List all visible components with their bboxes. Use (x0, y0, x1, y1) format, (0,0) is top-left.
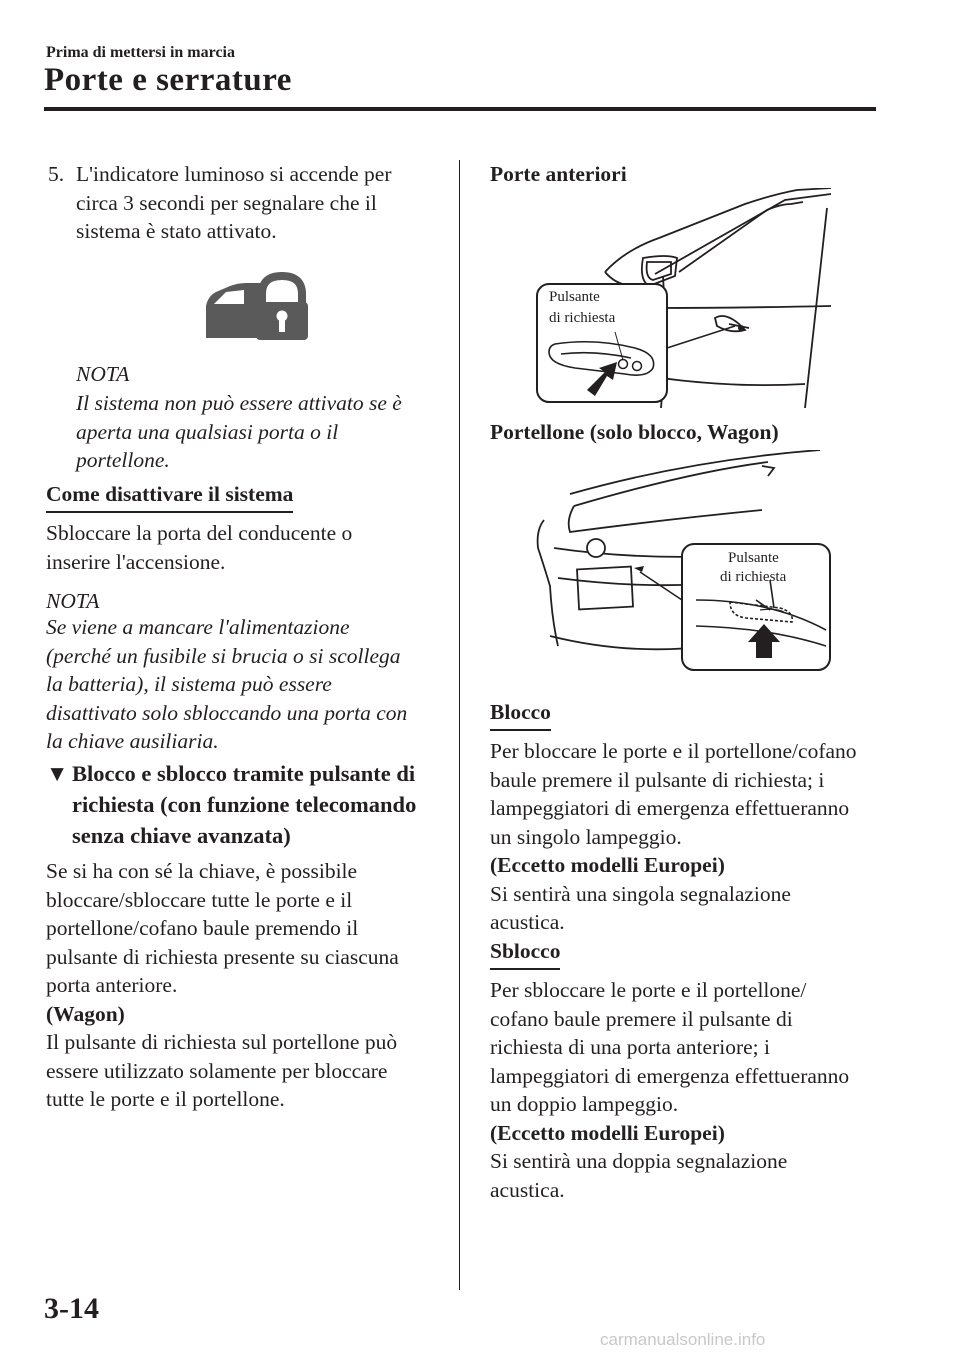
lock-except: (Eccetto modelli Europei) (490, 853, 725, 877)
unlock-except-line: Si sentirà una doppia segnalazione (490, 1149, 788, 1173)
front-doors-heading: Porte anteriori (490, 162, 627, 186)
note-2-line: Se viene a mancare l'alimentazione (46, 615, 350, 639)
front-callout-line-1: Pulsante (549, 289, 600, 305)
page-number: 3-14 (44, 1292, 99, 1325)
section-line: portellone/cofano baule premendo il (46, 916, 359, 940)
unlock-line: richiesta di una porta anteriore; i (490, 1035, 770, 1059)
note-2-line: (perché un fusibile si brucia o si scollega (46, 643, 401, 668)
step-5-line: L'indicatore luminoso si accende per (76, 162, 392, 186)
section-heading (72, 758, 452, 851)
front-callout-line-2: di richiesta (549, 310, 616, 326)
step-5-text (76, 160, 446, 246)
note-1-line: Il sistema non può essere attivato se è (76, 391, 402, 415)
wagon-line: Il pulsante di richiesta sul portellone può (46, 1030, 398, 1054)
note-1-title: NOTA (76, 362, 130, 386)
page-title: Porte e serrature (44, 62, 292, 98)
disable-line: Sbloccare la porta del conducente o (46, 521, 353, 545)
unlock-heading-text: Sblocco (490, 937, 560, 970)
note-2-title: NOTA (46, 589, 100, 613)
wagon-line: tutte le porte e il portellone. (46, 1087, 285, 1111)
disable-heading (46, 480, 293, 513)
section-line: bloccare/sbloccare tutte le porte e il (46, 887, 353, 912)
disable-heading-text: Come disattivare il sistema (46, 480, 293, 513)
section-line: Se si ha con sé la chiave, è possibile (46, 859, 358, 883)
front-callout-label (535, 188, 675, 328)
disable-line: inserire l'accensione. (46, 549, 226, 574)
triangle-marker: ▼ (46, 761, 69, 786)
lock-body (490, 737, 880, 937)
note-2-line: disattivato solo sbloccando una porta con (46, 700, 408, 725)
section-label: Prima di mettersi in marcia (46, 44, 235, 61)
lock-line: lampeggiatori di emergenza effettueranno (490, 796, 850, 820)
step-5 (48, 160, 64, 189)
unlock-heading (490, 937, 560, 970)
tailgate-callout-line-1: Pulsante (728, 550, 779, 566)
unlock-line: cofano baule premere il pulsante di (490, 1006, 793, 1031)
column-divider (459, 160, 460, 1290)
section-heading-line: senza chiave avanzata) (72, 823, 291, 848)
note-1-line: aperta una qualsiasi porta o il (76, 419, 339, 444)
unlock-body (490, 976, 880, 1204)
note-2 (46, 613, 446, 756)
unlock-except: (Eccetto modelli Europei) (490, 1120, 725, 1145)
unlock-line: lampeggiatori di emergenza effettueranno (490, 1063, 850, 1088)
watermark: carmanualsonline.info (600, 1330, 766, 1349)
lock-line: baule premere il pulsante di richiesta; i (490, 767, 825, 792)
lock-except-line: acustica. (490, 910, 565, 934)
unlock-line: un doppio lampeggio. (490, 1092, 679, 1116)
unlock-line: Per sbloccare le porte e il portellone/ (490, 978, 807, 1002)
note-1-line: portellone. (76, 448, 170, 472)
lock-heading-text: Blocco (490, 698, 551, 731)
disable-text (46, 519, 446, 576)
section-heading-line: Blocco e sblocco tramite pulsante di (72, 761, 416, 786)
header-rule (44, 107, 876, 111)
step-5-line: sistema è stato attivato. (76, 219, 277, 243)
unlock-except-line: acustica. (490, 1177, 565, 1202)
tailgate-callout-line-2: di richiesta (720, 569, 787, 585)
step-number: 5. (48, 162, 65, 186)
section-line: pulsante di richiesta presente su ciascuna (46, 944, 399, 969)
note-1 (76, 389, 446, 475)
note-2-line: la batteria), il sistema può essere (46, 672, 332, 696)
lock-line: Per bloccare le porte e il portellone/cofano (490, 739, 857, 763)
note-2-line: la chiave ausiliaria. (46, 729, 219, 753)
tailgate-heading: Portellone (solo blocco, Wagon) (490, 420, 779, 444)
lock-heading (490, 698, 551, 731)
lock-line: un singolo lampeggio. (490, 824, 682, 849)
wagon-label: (Wagon) (46, 1001, 125, 1026)
section-heading-line: richiesta (con funzione telecomando (72, 792, 417, 817)
wagon-line: essere utilizzato solamente per bloccare (46, 1058, 388, 1083)
tailgate-callout-label (682, 538, 828, 598)
lock-except-line: Si sentirà una singola segnalazione (490, 881, 791, 906)
section-body (46, 857, 451, 1114)
section-line: porta anteriore. (46, 973, 178, 997)
security-indicator-icon (204, 272, 308, 342)
step-5-line: circa 3 secondi per segnalare che il (76, 190, 377, 215)
